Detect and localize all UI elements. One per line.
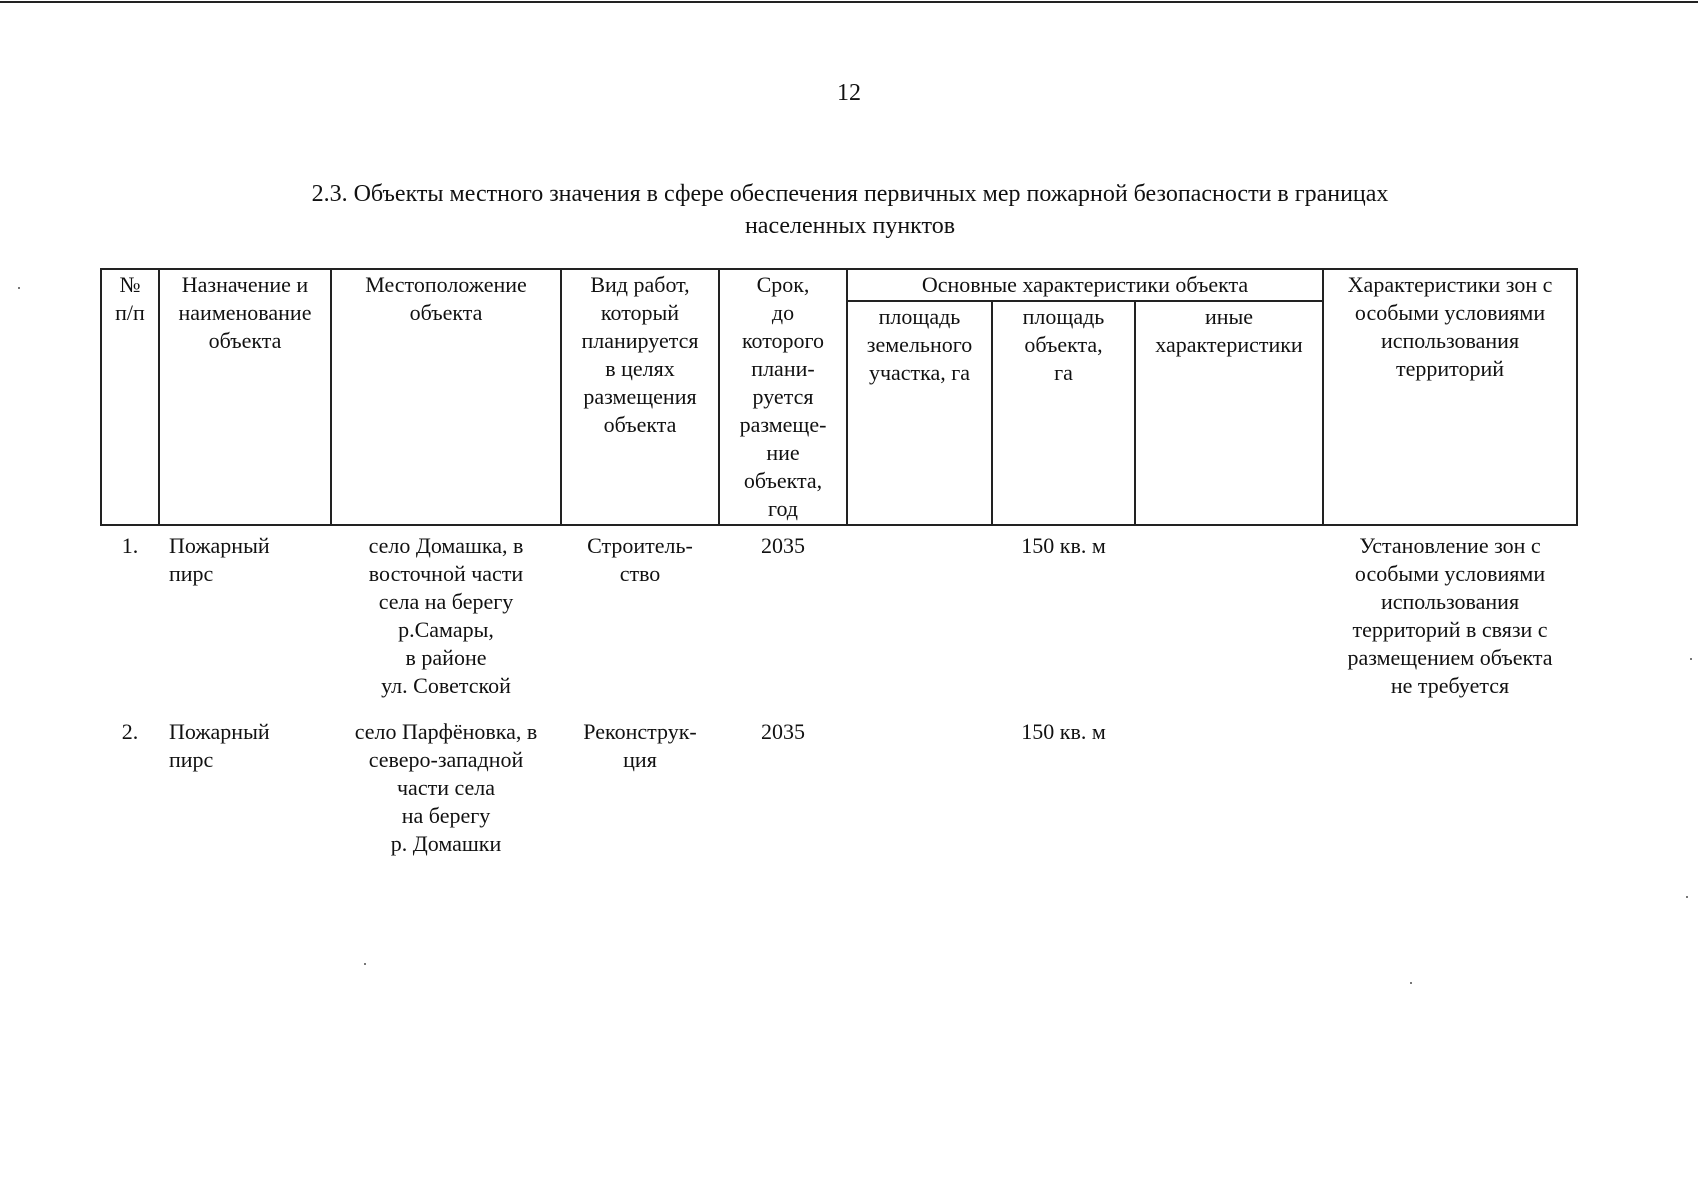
text-line: р. Домашки [390, 831, 502, 856]
text-line: Установление зон с [1359, 533, 1541, 558]
text-line: п/п [115, 300, 145, 325]
text-line: Характеристики зон с [1347, 272, 1553, 297]
row-num: 2. [121, 719, 139, 744]
row-deadline: 2035 [761, 719, 805, 744]
text-line: площадь [878, 304, 961, 329]
row-num: 1. [121, 533, 139, 558]
text-line: Назначение и [181, 272, 309, 297]
text-line: на берегу [401, 803, 491, 828]
text-line: № [119, 272, 141, 297]
text-line: участка, га [868, 360, 971, 385]
text-line: особыми условиями [1354, 561, 1546, 586]
scan-speck [18, 287, 20, 289]
header-work-type [561, 269, 719, 525]
text-line: который [600, 300, 680, 325]
text-line: наименование [178, 300, 312, 325]
text-line: села на берегу [378, 589, 514, 614]
text-line: ул. Советской [381, 673, 511, 698]
header-land-area [847, 301, 992, 525]
text-line: размещением объекта [1347, 645, 1553, 670]
text-line: использования [1380, 589, 1520, 614]
row-deadline: 2035 [761, 533, 805, 558]
text-line: северо-западной [368, 747, 524, 772]
row-purpose-text [169, 718, 323, 774]
header-main-characteristics: Основные характеристики объекта [847, 269, 1323, 301]
text-line: Пожарный [169, 719, 270, 744]
text-line: ство [619, 561, 661, 586]
text-line: планируется [581, 328, 699, 353]
text-line: не требуется [1390, 673, 1510, 698]
table-row [101, 525, 1577, 712]
header-num-text [105, 271, 155, 327]
header-zones [1323, 269, 1577, 525]
row-purpose-text [169, 532, 323, 588]
text-line: Местоположение [365, 272, 527, 297]
header-work-type-text [565, 271, 715, 439]
row-location-text [339, 718, 553, 858]
text-line: территорий в связи с [1352, 617, 1548, 642]
top-border-line [0, 1, 1698, 3]
text-line: Реконструк- [583, 719, 697, 744]
text-line: р.Самары, [398, 617, 494, 642]
row-zones [1323, 525, 1577, 712]
text-line: которого [741, 328, 825, 353]
text-line: размеще- [739, 412, 827, 437]
header-other-text [1139, 303, 1319, 359]
row-work-type [561, 712, 719, 870]
text-line: объекта [603, 412, 677, 437]
header-num [101, 269, 159, 525]
scan-speck [1686, 896, 1688, 898]
text-line: особыми условиями [1354, 300, 1546, 325]
row-land-area [847, 525, 992, 712]
row-object-area: 150 кв. м [1021, 533, 1106, 558]
row-object-area: 150 кв. м [1021, 719, 1106, 744]
header-object-area-text [996, 303, 1131, 387]
text-line: Строитель- [587, 533, 693, 558]
header-land-area-text [851, 303, 988, 387]
table-row [101, 712, 1577, 870]
row-purpose [159, 525, 331, 712]
text-line: до [771, 300, 795, 325]
section-title-line: населенных пунктов [744, 213, 956, 239]
text-line: объекта, [1024, 332, 1103, 357]
header-location-text [335, 271, 557, 327]
row-location [331, 712, 561, 870]
text-line: характеристики [1155, 332, 1303, 357]
row-purpose [159, 712, 331, 870]
text-line: иные [1204, 304, 1254, 329]
header-other [1135, 301, 1323, 525]
row-work-type-text [569, 718, 711, 774]
row-zones-text [1331, 532, 1569, 700]
text-line: Срок, [756, 272, 810, 297]
text-line: год [767, 496, 799, 521]
text-line: плани- [751, 356, 815, 381]
row-work-type [561, 525, 719, 712]
row-other [1135, 525, 1323, 712]
text-line: руется [752, 384, 814, 409]
scan-speck [364, 963, 366, 965]
row-zones [1323, 712, 1577, 870]
text-line: Вид работ, [590, 272, 690, 297]
page-number: 12 [837, 80, 861, 106]
header-purpose [159, 269, 331, 525]
objects-table [100, 268, 1578, 870]
text-line: ние [766, 440, 800, 465]
row-work-type-text [569, 532, 711, 588]
text-line: село Домашка, в [368, 533, 524, 558]
section-title [180, 178, 1520, 242]
text-line: пирс [169, 747, 214, 772]
text-line: восточной части [368, 561, 524, 586]
text-line: в районе [405, 645, 487, 670]
header-object-area [992, 301, 1135, 525]
header-deadline [719, 269, 847, 525]
text-line: Пожарный [169, 533, 270, 558]
text-line: объекта, [743, 468, 823, 493]
header-location [331, 269, 561, 525]
row-location [331, 525, 561, 712]
text-line: размещения [583, 384, 697, 409]
text-line: использования [1380, 328, 1520, 353]
text-line: объекта [208, 328, 282, 353]
header-deadline-text [723, 271, 843, 523]
text-line: территорий [1396, 356, 1505, 381]
scan-speck [1690, 658, 1692, 660]
text-line: в целях [605, 356, 675, 381]
text-line: площадь [1022, 304, 1105, 329]
text-line: земельного [866, 332, 973, 357]
text-line: объекта [409, 300, 483, 325]
text-line: село Парфёновка, в [354, 719, 538, 744]
row-location-text [339, 532, 553, 700]
row-land-area [847, 712, 992, 870]
text-line: части села [396, 775, 496, 800]
text-line: пирс [169, 561, 214, 586]
text-line: ция [623, 747, 657, 772]
header-zones-text [1327, 271, 1573, 383]
row-other [1135, 712, 1323, 870]
header-purpose-text [163, 271, 327, 355]
text-line: га [1054, 360, 1073, 385]
section-title-line: 2.3. Объекты местного значения в сфере обеспечения первичных мер пожарной безопасности в границах [311, 181, 1389, 207]
scan-speck [1410, 982, 1412, 984]
